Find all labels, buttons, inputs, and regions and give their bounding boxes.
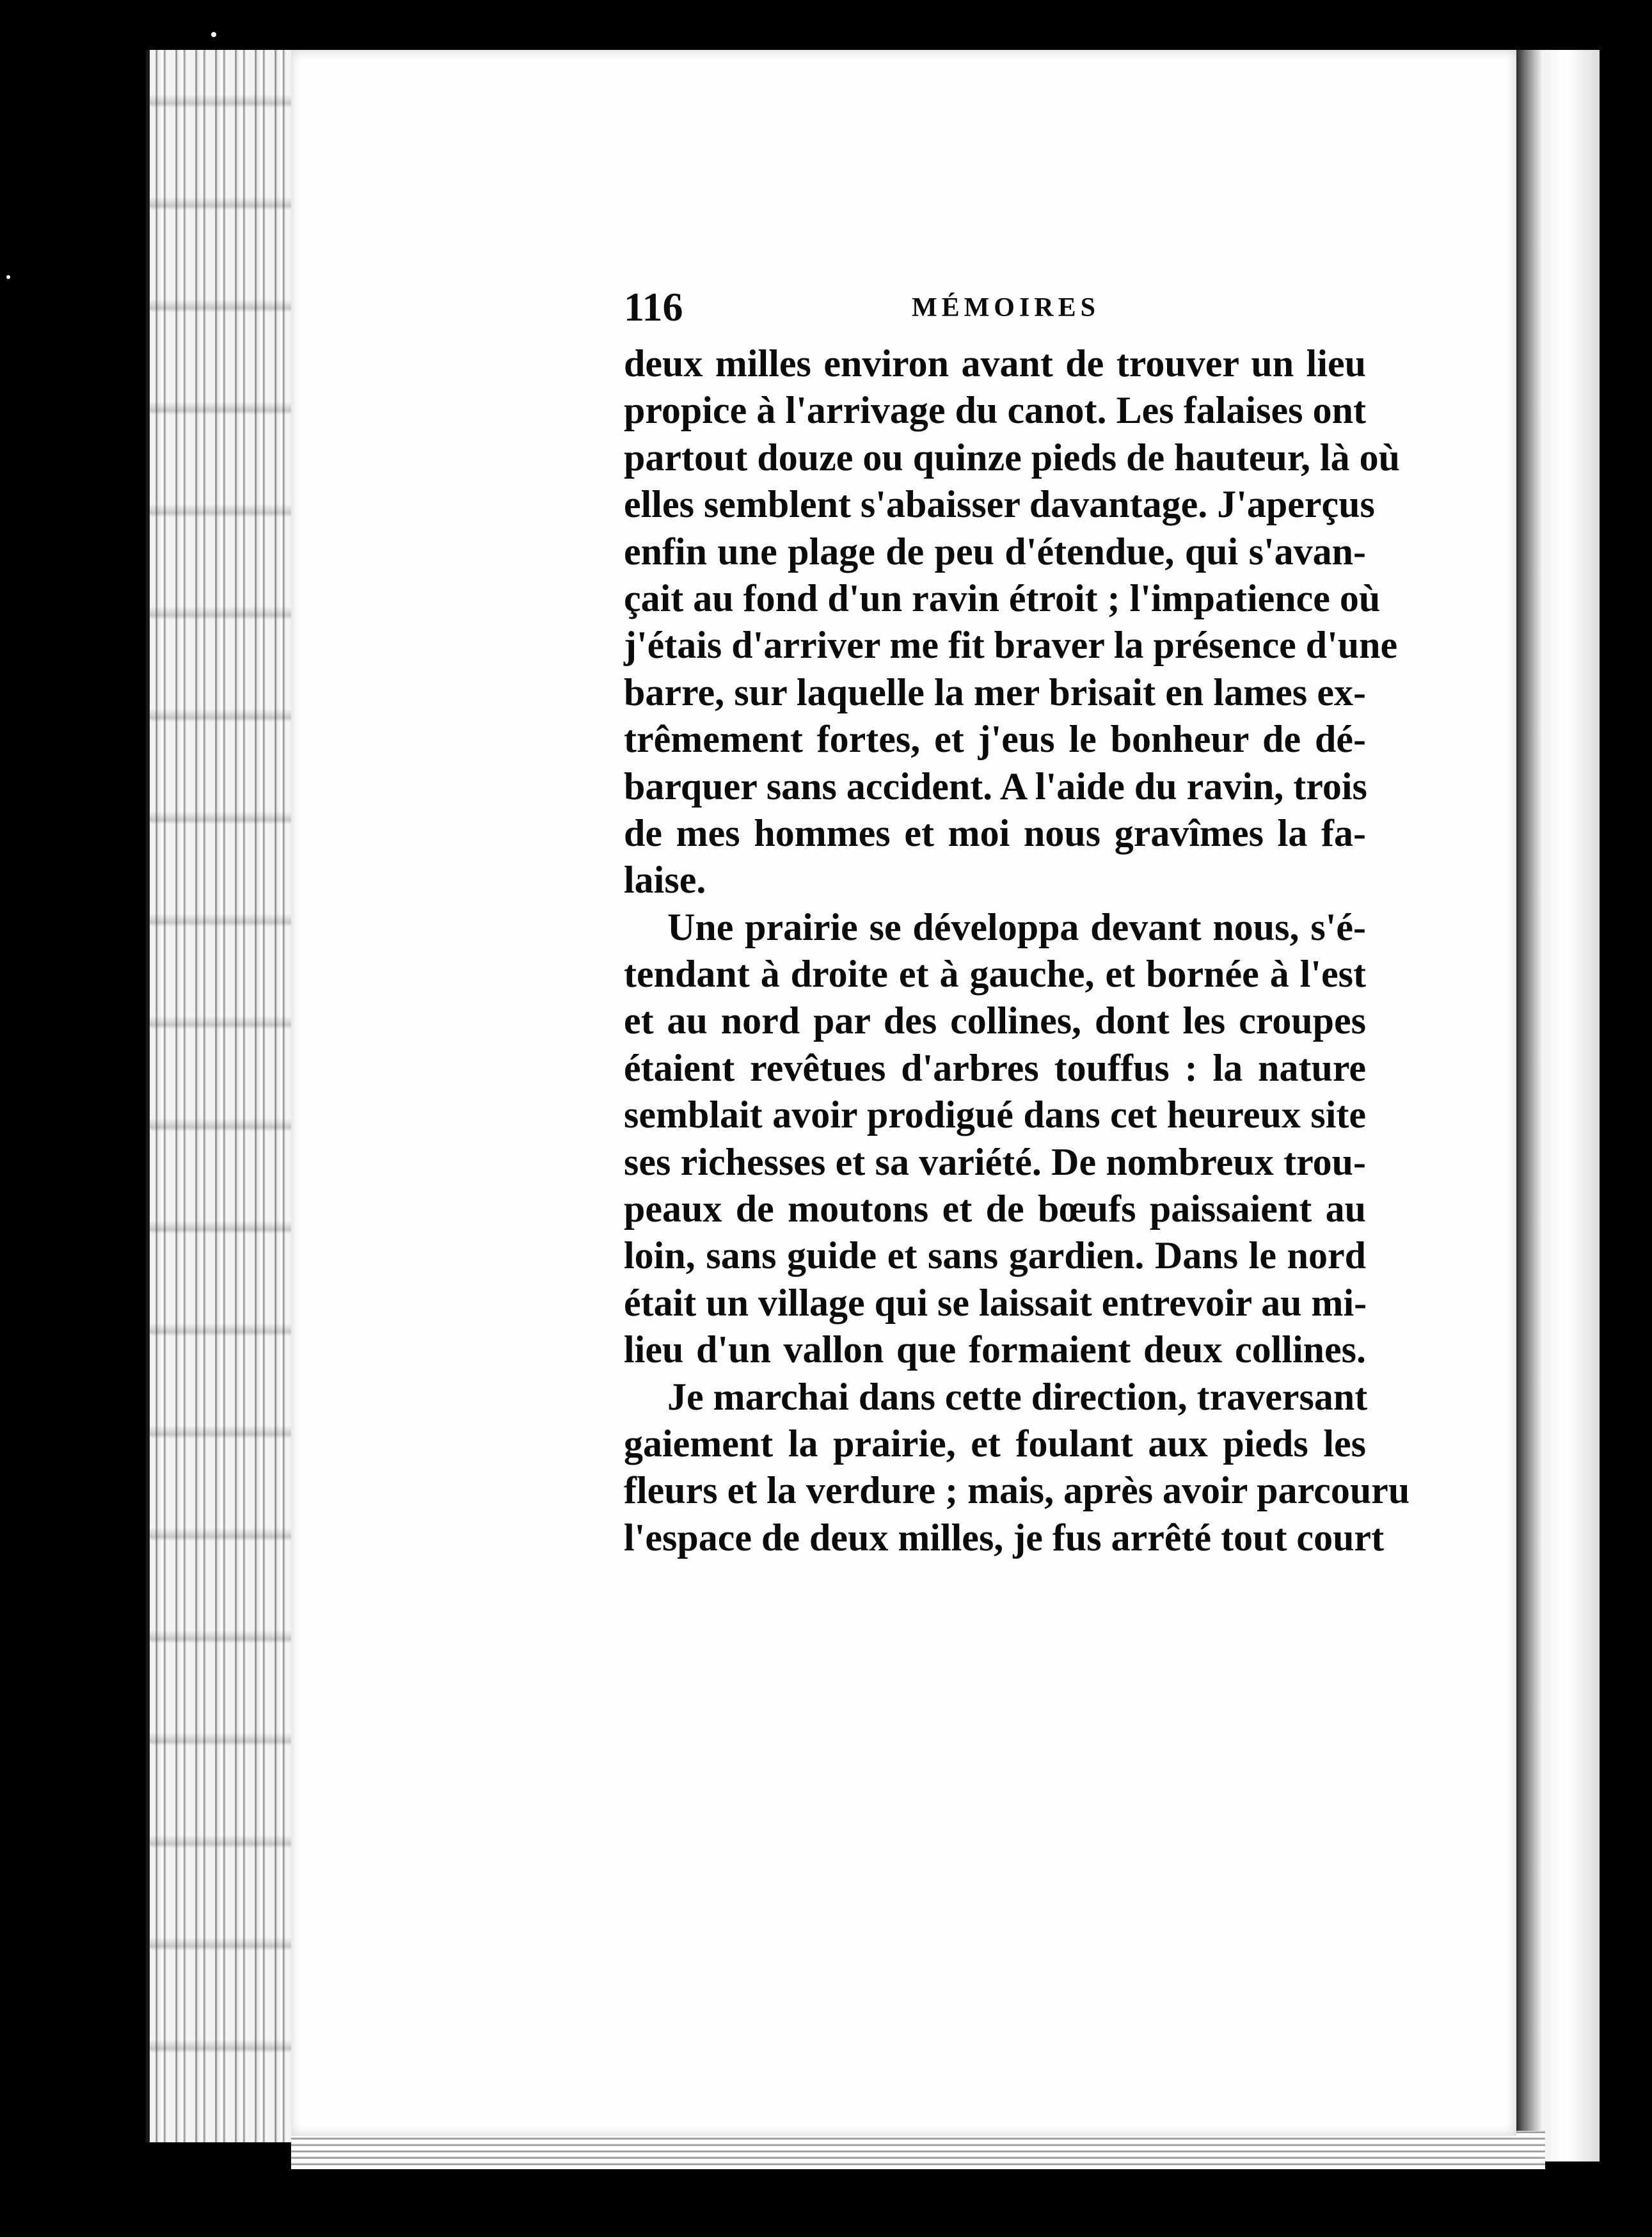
text-line: Je marchai dans cette direction, traversant [667,1375,1368,1418]
body-text [624,340,1410,1561]
dust-speck [6,275,10,279]
text-line: était un village qui se laissait entrevoir au mi- [624,1281,1367,1324]
text-line: lieu d'un vallon que formaient deux collines. [624,1328,1366,1371]
text-line: tendant à droite et à gauche, et bornée à l'est [624,953,1366,996]
text-line: enfin une plage de peu d'étendue, qui s'avan- [624,530,1366,573]
text-line: Une prairie se développa devant nous, s'é- [667,905,1366,948]
text-line: l'espace de deux milles, je fus arrêté tout court [624,1516,1385,1559]
text-line: étaient revêtues d'arbres touffus : la nature [624,1046,1366,1089]
page-header [624,283,1340,328]
text-line: j'étais d'arriver me fit braver la présence d'une [624,624,1398,667]
page-gutter-right [1516,50,1600,2161]
text-line: propice à l'arrivage du canot. Les falaises ont [624,389,1366,432]
text-line: loin, sans guide et sans gardien. Dans le nord [624,1234,1366,1277]
text-line: çait au fond d'un ravin étroit ; l'impatience où [624,577,1381,619]
page-edges-bottom [291,2131,1545,2169]
text-line: partout douze ou quinze pieds de hauteur, là où [624,436,1401,479]
page-edges-left [146,50,310,2142]
text-line: trêmement fortes, et j'eus le bonheur de dé- [624,718,1366,761]
text-line: deux milles environ avant de trouver un lieu [624,342,1366,385]
text-line: peaux de moutons et de bœufs paissaient au [624,1188,1366,1230]
text-line: barquer sans accident. A l'aide du ravin, trois [624,765,1367,808]
dust-speck [211,32,216,37]
text-line: de mes hommes et moi nous gravîmes la fa- [624,811,1366,854]
running-head: MÉMOIRES [912,293,1100,322]
text-line: semblait avoir prodigué dans cet heureux site [624,1094,1366,1136]
text-line: gaiement la prairie, et foulant aux pieds les [624,1422,1366,1465]
text-line: ses richesses et sa variété. De nombreux trou- [624,1140,1366,1183]
page-number: 116 [624,284,683,330]
text-line: elles semblent s'abaisser davantage. J'aperçus [624,483,1375,526]
text-line: fleurs et la verdure ; mais, après avoir parcouru [624,1469,1410,1512]
text-line: et au nord par des collines, dont les croupes [624,999,1366,1042]
text-line: barre, sur laquelle la mer brisait en lames ex- [624,671,1366,713]
text-line: laise. [624,859,706,902]
